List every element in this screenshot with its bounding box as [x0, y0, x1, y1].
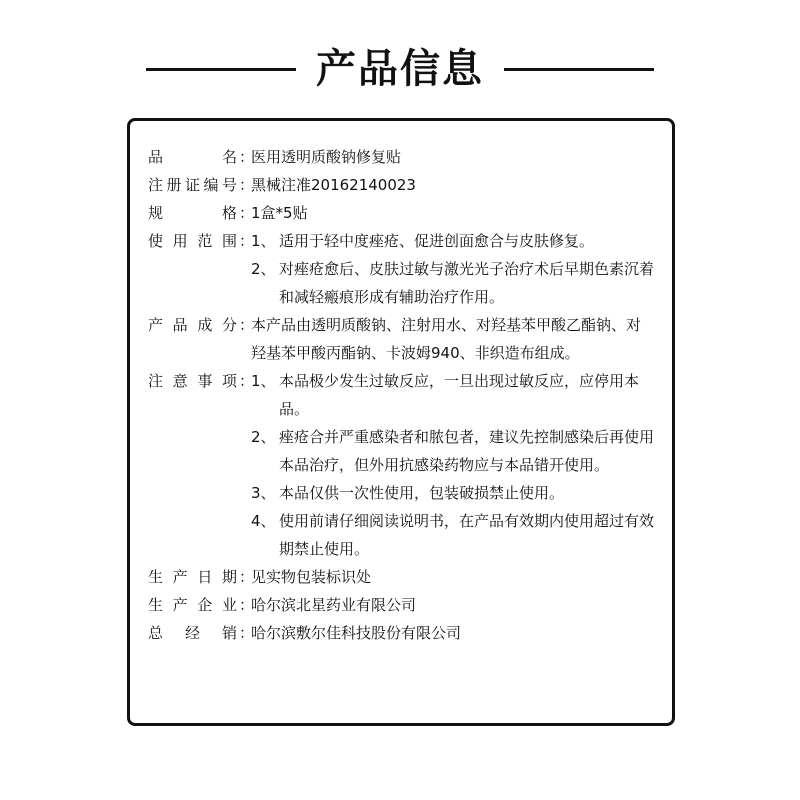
field-value-list — [251, 227, 654, 311]
field-label — [148, 171, 255, 199]
field-registration — [148, 171, 654, 199]
info-card — [127, 118, 675, 726]
field-label — [148, 591, 255, 619]
field-value-list — [251, 367, 654, 563]
page-title: 产品信息 — [316, 46, 484, 92]
field-notes — [148, 367, 654, 563]
field-label-colon: ： — [239, 204, 255, 222]
list-item — [251, 423, 654, 479]
list-item-text: 本品极少发生过敏反应，一旦出现过敏反应，应停用本品。 — [279, 372, 640, 418]
field-ingredients — [148, 311, 654, 367]
field-label-colon: ： — [239, 232, 255, 250]
field-label-colon: ： — [239, 176, 255, 194]
list-item-text: 使用前请仔细阅读说明书，在产品有效期内使用超过有效期禁止使用。 — [279, 512, 655, 558]
field-production-date — [148, 563, 654, 591]
field-label-text: 总 经 销 — [148, 624, 237, 642]
list-item — [251, 367, 654, 423]
field-label-text: 注 意 事 项 — [148, 372, 237, 390]
field-label-text: 注 册 证 编 号 — [148, 176, 237, 194]
field-label — [148, 563, 255, 591]
list-item-text: 适用于轻中度痤疮、促进创面愈合与皮肤修复。 — [279, 232, 595, 250]
list-item-text: 对痤疮愈后、皮肤过敏与激光光子治疗术后早期色素沉着和减轻瘢痕形成有辅助治疗作用。 — [279, 260, 655, 306]
field-label-text: 生 产 日 期 — [148, 568, 237, 586]
list-item-text: 痤疮合并严重感染者和脓包者，建议先控制感染后再使用本品治疗，但外用抗感染药物应与本品错开使用。 — [279, 428, 655, 474]
field-value: 哈尔滨北星药业有限公司 — [251, 596, 417, 614]
list-item-number: 1、 — [251, 372, 276, 390]
field-value: 见实物包装标识处 — [251, 568, 372, 586]
field-value: 医用透明质酸钠修复贴 — [251, 148, 402, 166]
field-label — [148, 311, 255, 339]
list-item — [251, 255, 654, 311]
field-name — [148, 143, 654, 171]
field-label-colon: ： — [239, 372, 255, 390]
field-label-text: 规 格 — [148, 204, 237, 222]
field-manufacturer — [148, 591, 654, 619]
field-label — [148, 619, 255, 647]
field-label — [148, 367, 255, 395]
header — [0, 34, 800, 104]
field-usage — [148, 227, 654, 311]
field-label-colon: ： — [239, 316, 255, 334]
list-item-number: 3、 — [251, 484, 276, 502]
list-item-text: 本品仅供一次性使用，包装破损禁止使用。 — [279, 484, 565, 502]
field-label — [148, 143, 255, 171]
list-item — [251, 227, 654, 255]
header-rule-left — [146, 68, 296, 71]
list-item-number: 1、 — [251, 232, 276, 250]
field-label-colon: ： — [239, 624, 255, 642]
list-item — [251, 507, 654, 563]
field-distributor — [148, 619, 654, 647]
field-label-text: 品 名 — [148, 148, 237, 166]
field-label-colon: ： — [239, 596, 255, 614]
field-label-colon: ： — [239, 148, 255, 166]
field-value: 黑械注准20162140023 — [251, 176, 416, 194]
field-value: 本产品由透明质酸钠、注射用水、对羟基苯甲酸乙酯钠、对羟基苯甲酸丙酯钠、卡波姆940、非织造布组成。 — [251, 316, 642, 362]
header-rule-right — [504, 68, 654, 71]
list-item-number: 4、 — [251, 512, 276, 530]
field-label-colon: ： — [239, 568, 255, 586]
list-item-number: 2、 — [251, 260, 276, 278]
list-item — [251, 479, 654, 507]
field-label-text: 产 品 成 分 — [148, 316, 237, 334]
list-item-number: 2、 — [251, 428, 276, 446]
field-label — [148, 199, 255, 227]
field-value: 1盒*5贴 — [251, 204, 308, 222]
field-label — [148, 227, 255, 255]
field-label-text: 生 产 企 业 — [148, 596, 237, 614]
field-spec — [148, 199, 654, 227]
field-label-text: 使 用 范 围 — [148, 232, 237, 250]
field-value: 哈尔滨敷尔佳科技股份有限公司 — [251, 624, 462, 642]
